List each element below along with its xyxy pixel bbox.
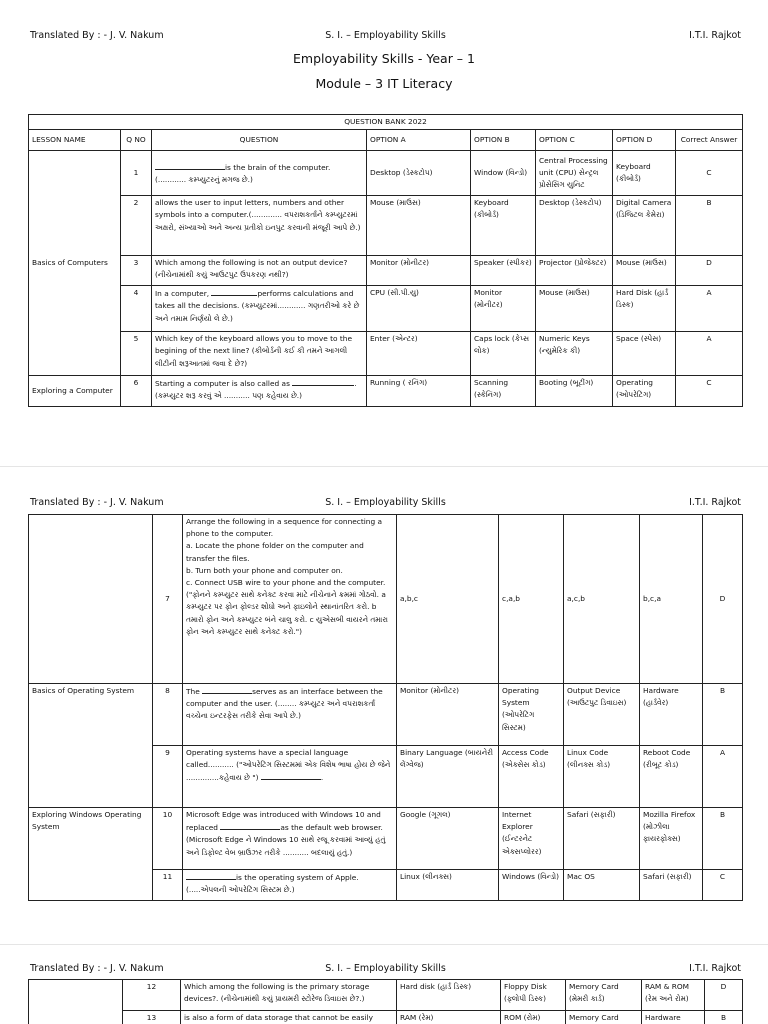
option-b: Keyboard (કીબોર્ડ) [471,196,536,256]
correct-answer: C [676,151,743,196]
running-header [30,497,741,511]
header-translator: Translated By : - J. V. Nakum [30,30,164,41]
correct-answer: D [705,980,743,1011]
option-d: b,c,a [640,515,703,684]
question-number: 1 [121,151,152,196]
question-text: Starting a computer is also called as . (કમ્પ્યુટર શરૂ કરવું એ ........... પણ કહેવાય છે.) [152,376,367,407]
table-caption: QUESTION BANK 2022 [29,115,743,130]
column-header: OPTION B [471,130,536,151]
question-text: Which key of the keyboard allows you to move to the begining of the next line? (કીબોર્ડની કઈ કી તમને આગલી લીટીની શરૂઆતમાં જવા દે છે?) [152,332,367,376]
table-row [29,332,743,376]
correct-answer: B [705,1011,743,1024]
option-d: Mozilla Firefox (મોઝીલા ફાયરફોક્સ) [640,808,703,870]
header-institute: I.T.I. Rajkot [689,963,741,974]
question-text: Which among the following is the primary storage devices?. (નીચેનામાંથી કયું પ્રાયમરી સ્ટોરેજ ડિવાઇસ છે?.) [181,980,397,1011]
question-bank-table [28,114,743,407]
question-text: Microsoft Edge was introduced with Windows 10 and replaced as the default web browser. (Microsoft Edge ને Windows 10 સાથે રજૂ કરવામાં આવ્યું હતું અને ડિફોલ્ટ વેબ બ્રાઉઝર તરીકે ........... બદલાયું હતું.) [183,808,397,870]
option-a: Monitor (મોનીટર) [397,684,499,746]
correct-answer: D [703,515,743,684]
question-number: 6 [121,376,152,407]
answer-blank [211,287,257,296]
table-row [29,151,743,196]
option-d: RAM & ROM (રેમ અને રોમ) [642,980,705,1011]
option-b: Windows (વિન્ડો) [499,870,564,901]
table-row [29,286,743,332]
lesson-name-empty [29,980,123,1024]
table-row [29,515,743,684]
answer-blank [202,685,252,694]
option-b: Internet Explorer (ઈન્ટરનેટ એક્સપ્લોરર) [499,808,564,870]
header-translator: Translated By : - J. V. Nakum [30,963,164,974]
header-institute: I.T.I. Rajkot [689,497,741,508]
header-subject: S. I. – Employability Skills [325,963,446,974]
question-number: 7 [153,515,183,684]
lesson-name: Exploring a Computer [29,376,121,407]
running-header [30,963,741,977]
lesson-name: Basics of Operating System [29,684,153,808]
correct-answer: C [676,376,743,407]
column-header: OPTION A [367,130,471,151]
option-d: Operating (ઓપરેટિંગ) [613,376,676,407]
option-a: CPU (સી.પી.યુ) [367,286,471,332]
question-number: 13 [123,1011,181,1024]
header-institute: I.T.I. Rajkot [689,30,741,41]
correct-answer: A [676,332,743,376]
correct-answer: B [703,684,743,746]
option-d: Space (સ્પેસ) [613,332,676,376]
correct-answer: C [703,870,743,901]
column-header: Correct Answer [676,130,743,151]
table-caption-row [29,115,743,130]
option-c: Output Device (આઉટપુટ ડિવાઇસ) [564,684,640,746]
option-a: Hard disk (હાર્ડ ડિસ્ક) [397,980,501,1011]
option-b: Access Code (એક્સેસ કોડ) [499,746,564,808]
question-text: The serves as an interface between the computer and the user. (........ કમ્પ્યુટર અને વપરાશકર્તા વચ્ચેના ઇન્ટરફેસ તરીકે સેવા આપે છે.) [183,684,397,746]
table-header-row [29,130,743,151]
question-bank-table [28,514,743,901]
lesson-name: Exploring Windows Operating System [29,808,153,901]
question-text: is the operating system of Apple. (.....એપલની ઓપરેટિંગ સિસ્ટમ છે.) [183,870,397,901]
question-number: 5 [121,332,152,376]
option-d: Keyboard (કીબોર્ડ) [613,151,676,196]
question-text: is also a form of data storage that cannot be easily [181,1011,397,1024]
option-a: Monitor (મોનીટર) [367,256,471,286]
question-number: 12 [123,980,181,1011]
question-number: 3 [121,256,152,286]
option-d: Digital Camera (ડિજિટલ કેમેરા) [613,196,676,256]
option-a: a,b,c [397,515,499,684]
answer-blank [292,377,354,386]
option-a: Mouse (માઉસ) [367,196,471,256]
question-text: In a computer, performs calculations and takes all the decisions. (કમ્પ્યુટરમાં............ ગણતરીઓ કરે છે અને તમામ નિર્ણયો લે છે.) [152,286,367,332]
column-header: Q NO [121,130,152,151]
page-2 [0,466,768,944]
option-b: Scanning (સ્કેનિંગ) [471,376,536,407]
question-text: allows the user to input letters, numbers and other symbols into a computer.(............. વપરાશકર્તાને કમ્પ્યુટરમાં અક્ષરો, સંખ્યાઓ અને અન્ય પ્રતીકો ઇનપુટ કરવાની મંજૂરી આપે છે.) [152,196,367,256]
document-title: Employability Skills - Year – 1 [293,51,475,66]
option-a: Enter (એન્ટર) [367,332,471,376]
table-row [29,1011,743,1024]
page-1 [0,0,768,466]
header-subject: S. I. – Employability Skills [325,497,446,508]
question-text: Operating systems have a special language called........... ("ઓપરેટિંગ સિસ્ટમમાં એક વિશેષ ભાષા હોય છે જેને ..............કહેવાય છે ") . [183,746,397,808]
answer-blank [155,161,225,170]
option-b: ROM (રોમ) [501,1011,566,1024]
question-number: 2 [121,196,152,256]
option-c: a,c,b [564,515,640,684]
table-row [29,256,743,286]
question-text: is the brain of the computer. (............ કમ્પ્યુટરનું મગજ છે.) [152,151,367,196]
question-text: Which among the following is not an output device? (નીચેનામાંથી કયું આઉટપુટ ઉપકરણ નથી?) [152,256,367,286]
option-d: Hardware (હાર્ડવેર) [640,684,703,746]
column-header: QUESTION [152,130,367,151]
option-b: Caps lock (કેપ્સ લોક) [471,332,536,376]
option-a: Google (ગૂગલ) [397,808,499,870]
option-a: Linux (લીનક્સ) [397,870,499,901]
lesson-name-empty [29,515,153,684]
option-d: Reboot Code (રીબૂટ કોડ) [640,746,703,808]
document-subtitle: Module – 3 IT Literacy [315,76,453,91]
answer-blank [261,771,321,780]
option-d: Safari (સફારી) [640,870,703,901]
column-header: OPTION C [536,130,613,151]
option-b: Window (વિન્ડો) [471,151,536,196]
option-a: RAM (રેમ) [397,1011,501,1024]
question-number: 9 [153,746,183,808]
column-header: OPTION D [613,130,676,151]
question-number: 11 [153,870,183,901]
option-c: Mac OS [564,870,640,901]
table-row [29,684,743,746]
option-c: Booting (બૂટીંગ) [536,376,613,407]
option-c: Mouse (માઉસ) [536,286,613,332]
header-translator: Translated By : - J. V. Nakum [30,497,164,508]
option-c: Safari (સફારી) [564,808,640,870]
page-3 [0,944,768,1024]
header-subject: S. I. – Employability Skills [325,30,446,41]
correct-answer: A [676,286,743,332]
option-c: Projector (પ્રોજેક્ટર) [536,256,613,286]
option-c: Numeric Keys (ન્યુમેરિક કી) [536,332,613,376]
option-d: Hardware [642,1011,705,1024]
option-c: Central Processing unit (CPU) સેન્ટ્રલ પ્રોસેસિંગ યુનિટ [536,151,613,196]
answer-blank [220,821,280,830]
correct-answer: A [703,746,743,808]
table-row [29,376,743,407]
option-c: Linux Code (લીનક્સ કોડ) [564,746,640,808]
option-a: Running ( રનિંગ) [367,376,471,407]
question-number: 10 [153,808,183,870]
option-d: Mouse (માઉસ) [613,256,676,286]
question-number: 8 [153,684,183,746]
option-d: Hard Disk (હાર્ડ ડિસ્ક) [613,286,676,332]
lesson-name: Basics of Computers [29,151,121,376]
option-b: Operating System (ઓપરેટિંગ સિસ્ટમ) [499,684,564,746]
answer-blank [186,871,236,880]
column-header: LESSON NAME [29,130,121,151]
option-c: Memory Card (મેમરી કાર્ડ) [566,980,642,1011]
option-c: Memory Card [566,1011,642,1024]
table-row [29,980,743,1011]
table-row [29,196,743,256]
option-b: c,a,b [499,515,564,684]
option-b: Monitor (મોનીટર) [471,286,536,332]
question-number: 4 [121,286,152,332]
correct-answer: D [676,256,743,286]
option-b: Floppy Disk (ફ્લોપી ડિસ્ક) [501,980,566,1011]
option-c: Desktop (ડેસ્કટોપ) [536,196,613,256]
option-b: Speaker (સ્પીકર) [471,256,536,286]
running-header [30,30,741,44]
question-text: Arrange the following in a sequence for connecting a phone to the computer. a. Locate the phone folder on the computer and transfer the files. b. Turn both your phone and computer on. c. Connect USB wire to your phone and the computer. ("ફોનને કમ્પ્યુટર સાથે કનેક્ટ કરવા માટે નીચેનાને ક્રમમાં ગોઠવો. a કમ્પ્યુટર પર ફોન ફોલ્ડર શોધો અને ફાઇલોને સ્થાનાંતરિત કરો. b તમારો ફોન અને કમ્પ્યુટર બંને ચાલુ કરો. c યુએસબી વાયરને તમારા ફોન અને કમ્પ્યુટર સાથે કનેક્ટ કરો.") [183,515,397,684]
question-bank-table [28,979,743,1024]
option-a: Desktop (ડેસ્કટોપ) [367,151,471,196]
table-row [29,808,743,870]
option-a: Binary Language (બાયનેરી લેંગ્વેજ) [397,746,499,808]
correct-answer: B [676,196,743,256]
correct-answer: B [703,808,743,870]
